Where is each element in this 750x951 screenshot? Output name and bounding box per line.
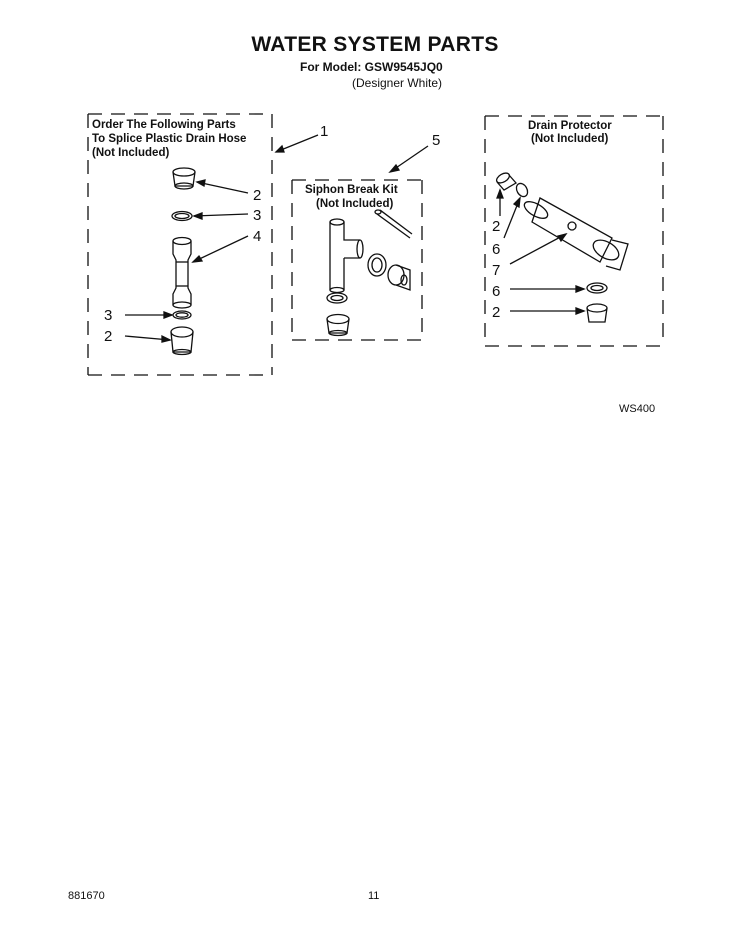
drain-coupling-large xyxy=(587,304,607,322)
callout-right-1: 6 xyxy=(492,241,501,258)
callout-right-4: 2 xyxy=(492,304,501,321)
callout-left-3: 3 xyxy=(104,307,113,324)
splice-label-line1: Order The Following Parts xyxy=(92,119,236,131)
siphon-coupling xyxy=(327,315,349,336)
drain-label-line2: (Not Included) xyxy=(531,133,609,145)
splice-label-line3: (Not Included) xyxy=(92,147,170,159)
left-callout-lines xyxy=(125,135,318,342)
drain-label-line1: Drain Protector xyxy=(528,120,612,132)
drain-protector-body xyxy=(522,198,628,270)
page-number: 11 xyxy=(368,890,380,902)
siphon-ring xyxy=(327,293,347,303)
callout-right-3: 6 xyxy=(492,283,501,300)
drain-ring-small xyxy=(514,181,530,198)
figure-code: WS400 xyxy=(619,403,656,415)
siphon-nut xyxy=(368,254,386,276)
siphon-callout-line xyxy=(390,146,428,172)
callout-left-4: 2 xyxy=(104,328,113,345)
callout-1: 1 xyxy=(320,123,329,140)
doc-number: 881670 xyxy=(68,890,105,902)
color-line: (Designer White) xyxy=(352,76,443,90)
drain-ring-large xyxy=(587,283,607,293)
siphon-tee xyxy=(330,219,363,293)
callout-left-0: 2 xyxy=(253,187,262,204)
hose-coupling-bottom xyxy=(171,327,193,355)
siphon-cap xyxy=(388,265,410,290)
splice-label-line2: To Splice Plastic Drain Hose xyxy=(92,133,247,145)
callout-right-2: 7 xyxy=(492,262,501,279)
hose-clamp-upper xyxy=(172,212,192,221)
right-callout-lines xyxy=(497,190,584,314)
callout-left-1: 3 xyxy=(253,207,262,224)
callout-left-2: 4 xyxy=(253,228,262,245)
hose-clamp-lower xyxy=(173,311,191,319)
hose-splice-tube xyxy=(173,238,191,309)
hose-coupling-top xyxy=(173,168,195,189)
siphon-label-line2: (Not Included) xyxy=(316,198,394,210)
callout-right-0: 2 xyxy=(492,218,501,235)
callout-5: 5 xyxy=(432,132,441,149)
drain-coupling-small xyxy=(495,171,516,190)
siphon-rod xyxy=(375,210,412,238)
page-title: WATER SYSTEM PARTS xyxy=(251,33,499,56)
siphon-label-line1: Siphon Break Kit xyxy=(305,184,398,196)
model-line: For Model: GSW9545JQ0 xyxy=(300,60,443,74)
